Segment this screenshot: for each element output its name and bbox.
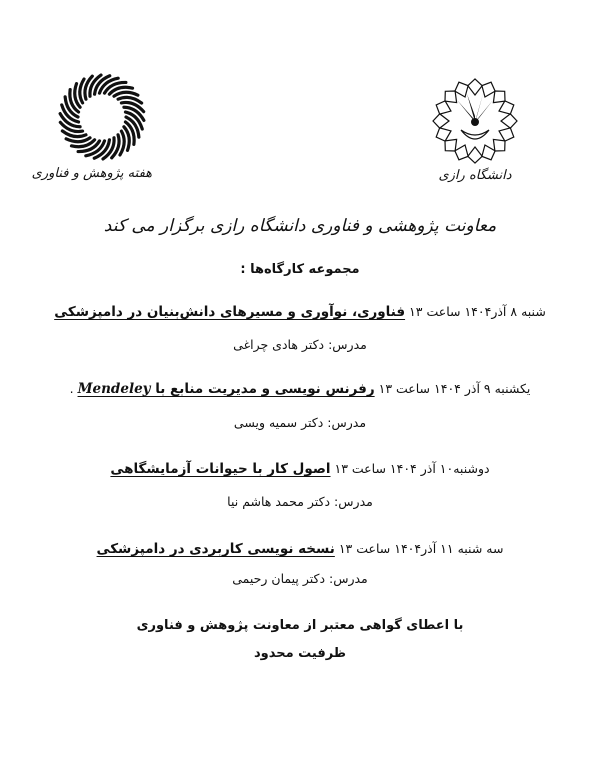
razi-emblem-icon [427,78,523,164]
session-date: دوشنبه۱۰ آذر ۱۴۰۴ ساعت ۱۳ [330,461,490,476]
session-title: اصول کار با حیوانات آزمایشگاهی [110,461,331,477]
research-week-logo [31,72,152,192]
session-title: فناوری، نوآوری و مسیرهای دانش‌بنیان در دامپزشکی [54,304,406,320]
session-3-instructor: مدرس: دکتر محمد هاشم نیا [227,494,373,509]
session-1 [0,304,600,320]
session-4 [0,541,600,557]
session-title: رفرنس نویسی و مدیریت منابع با [150,381,375,397]
certificate-note: با اعطای گواهی معتبر از معاونت پژوهش و فناوری [136,618,464,633]
session-1-instructor: مدرس: دکتر هادی چراغی [233,337,367,352]
razi-university-logo [425,78,525,188]
headline: معاونت پژوهشی و فناوری دانشگاه رازی برگزار می کند [103,216,497,236]
session-date: سه شنبه ۱۱ آذر۱۴۰۴ ساعت ۱۳ [334,541,504,556]
research-week-caption: هفته پژوهش و فناوری [31,166,152,181]
session-2: یکشنبه ۹ آذر ۱۴۰۴ ساعت ۱۳ رفرنس نویسی و مدیریت منابع با Mendeley . [69,381,531,397]
session-title-en: Mendeley [77,381,151,397]
capacity-note: ظرفیت محدود [253,646,347,661]
session-2-instructor: مدرس: دکتر سمیه ویسی [233,415,367,430]
workshops-heading: مجموعه کارگاه‌ها : [240,262,360,277]
session-date: یکشنبه ۹ آذر ۱۴۰۴ ساعت ۱۳ [374,381,531,396]
session-date: شنبه ۸ آذر۱۴۰۴ ساعت ۱۳ [405,304,546,319]
razi-university-caption: دانشگاه رازی [438,168,512,183]
session-4-instructor: مدرس: دکتر پیمان رحیمی [232,571,368,586]
swirl-ring-icon [54,72,150,162]
session-3 [0,461,600,477]
session-title: نسخه نویسی کاربردی در دامپزشکی [96,541,335,557]
